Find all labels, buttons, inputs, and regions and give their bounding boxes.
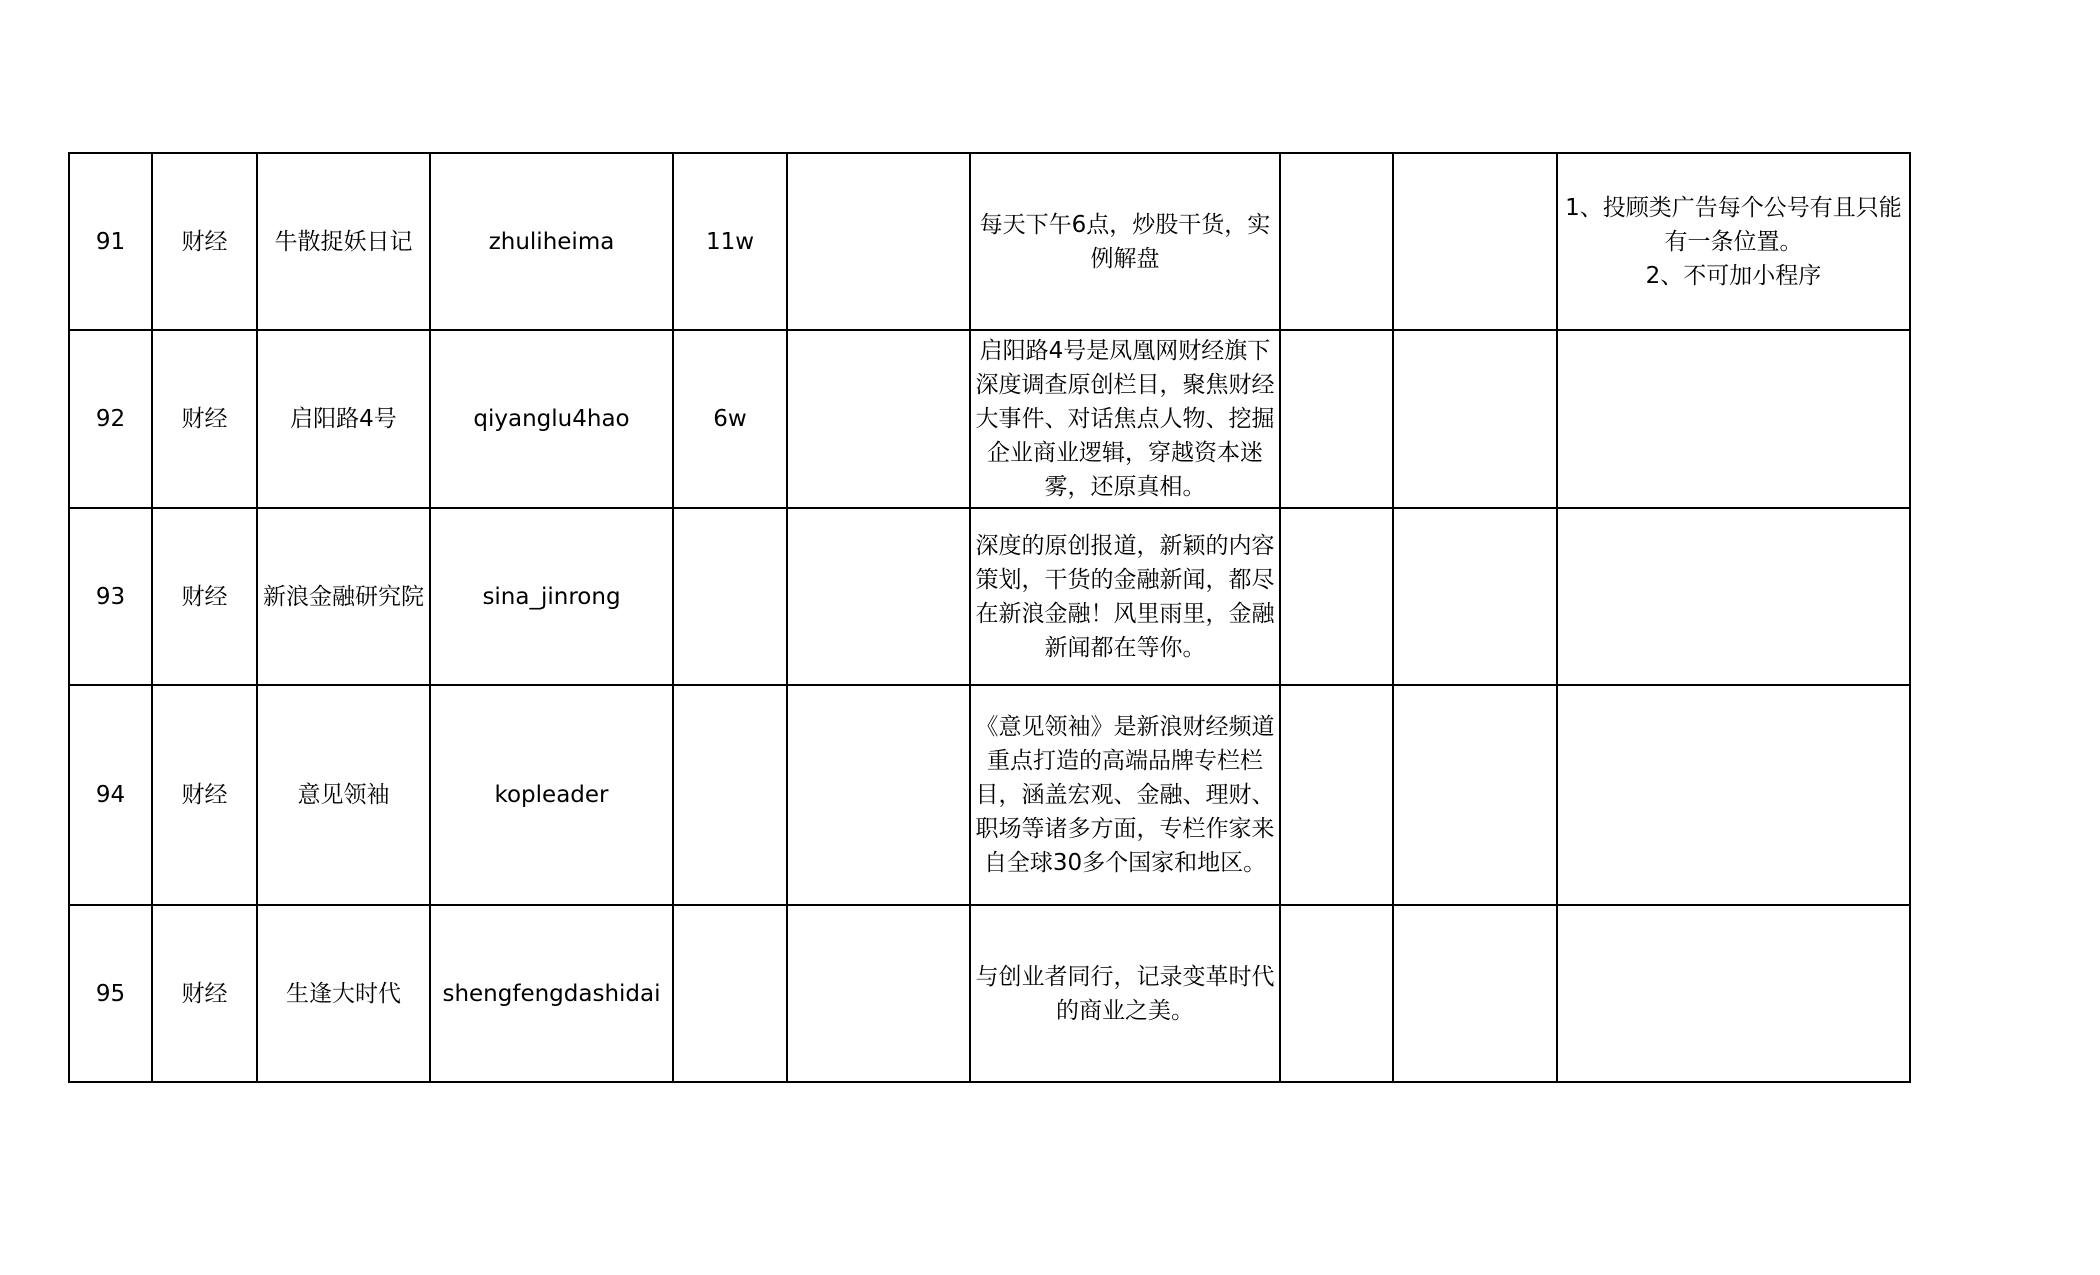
empty-cell [787,153,970,330]
empty-cell [1393,508,1557,685]
note-line: 1、投顾类广告每个公号有且只能有一条位置。 [1565,194,1902,255]
notes-cell [1557,508,1910,685]
empty-cell [787,905,970,1082]
description-cell: 《意见领袖》是新浪财经频道重点打造的高端品牌专栏栏目，涵盖宏观、金融、理财、职场等诸多方面，专栏作家来自全球30多个国家和地区。 [970,685,1280,905]
followers-cell [673,905,787,1082]
media-table [68,152,1911,1083]
table-row [69,905,1910,1082]
account-name-cell: 牛散捉妖日记 [257,153,430,330]
category-cell: 财经 [152,153,257,330]
empty-cell [1280,508,1393,685]
row-number-cell: 94 [69,685,152,905]
empty-cell [1393,685,1557,905]
wechat-id-cell: zhuliheima [430,153,673,330]
wechat-id-cell: shengfengdashidai [430,905,673,1082]
row-number-cell: 95 [69,905,152,1082]
category-cell: 财经 [152,905,257,1082]
row-number-cell: 91 [69,153,152,330]
account-name-cell: 启阳路4号 [257,330,430,508]
table-row [69,153,1910,330]
description-cell: 启阳路4号是凤凰网财经旗下深度调查原创栏目，聚焦财经大事件、对话焦点人物、挖掘企业商业逻辑，穿越资本迷雾，还原真相。 [970,330,1280,508]
empty-cell [787,330,970,508]
row-number-cell: 92 [69,330,152,508]
wechat-id-cell: kopleader [430,685,673,905]
account-name-cell: 新浪金融研究院 [257,508,430,685]
notes-cell [1557,685,1910,905]
table-row [69,508,1910,685]
notes-cell [1557,330,1910,508]
row-number-cell: 93 [69,508,152,685]
table-row [69,330,1910,508]
empty-cell [787,508,970,685]
notes-cell [1557,905,1910,1082]
description-cell: 与创业者同行，记录变革时代的商业之美。 [970,905,1280,1082]
wechat-id-cell: sina_jinrong [430,508,673,685]
empty-cell [1280,685,1393,905]
category-cell: 财经 [152,685,257,905]
empty-cell [1393,330,1557,508]
empty-cell [787,685,970,905]
followers-cell: 11w [673,153,787,330]
description-cell: 每天下午6点，炒股干货，实例解盘 [970,153,1280,330]
table-row [69,685,1910,905]
category-cell: 财经 [152,508,257,685]
empty-cell [1280,330,1393,508]
followers-cell [673,508,787,685]
category-cell: 财经 [152,330,257,508]
empty-cell [1280,905,1393,1082]
empty-cell [1393,153,1557,330]
wechat-id-cell: qiyanglu4hao [430,330,673,508]
note-line: 2、不可加小程序 [1645,262,1822,289]
empty-cell [1393,905,1557,1082]
account-name-cell: 意见领袖 [257,685,430,905]
description-cell: 深度的原创报道，新颖的内容策划，干货的金融新闻，都尽在新浪金融！风里雨里，金融新闻都在等你。 [970,508,1280,685]
account-name-cell: 生逢大时代 [257,905,430,1082]
followers-cell: 6w [673,330,787,508]
notes-cell [1557,153,1910,330]
followers-cell [673,685,787,905]
empty-cell [1280,153,1393,330]
